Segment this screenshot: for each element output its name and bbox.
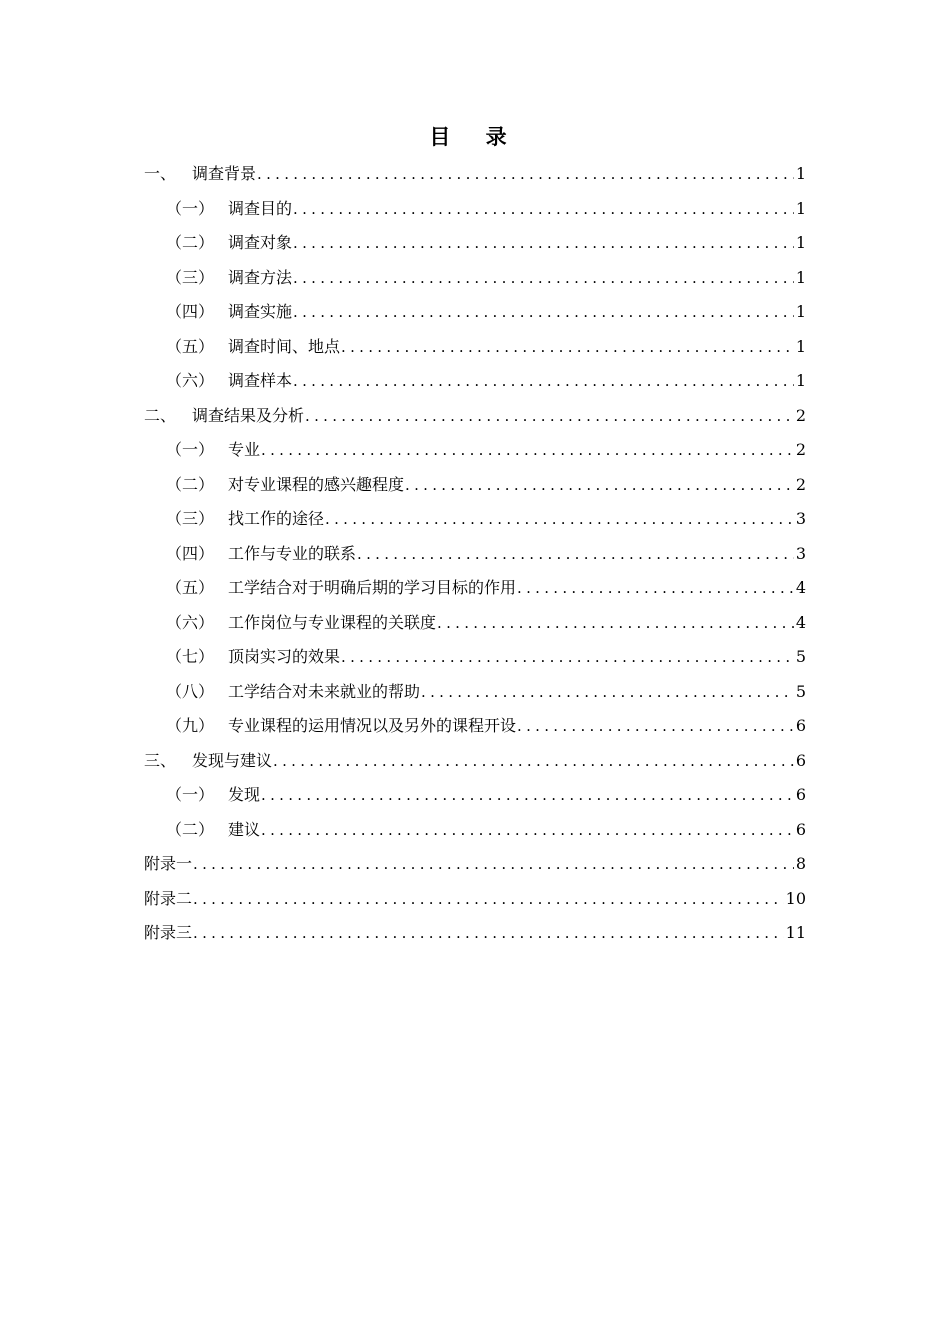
dot-leader (325, 502, 794, 537)
toc-entry-page-number: 11 (785, 923, 806, 942)
toc-entry-label: 顶岗实习的效果 (228, 647, 341, 666)
dot-leader (257, 157, 794, 192)
dot-leader (341, 330, 794, 365)
dot-leader (261, 813, 794, 848)
toc-entry-page-number: 2 (795, 474, 806, 494)
toc-entry-number: （一） (166, 440, 215, 459)
toc-entry-label: 调查目的 (228, 198, 293, 218)
toc-entry-number: （五） (166, 336, 215, 356)
dot-leader (437, 606, 794, 641)
toc-entry-page-number: 3 (795, 543, 806, 563)
dot-leader (193, 916, 784, 951)
toc-entry-subsection[interactable] (144, 571, 806, 606)
toc-entry-page-number: 5 (795, 681, 806, 701)
toc-entry-label: 工学结合对于明确后期的学习目标的作用 (228, 578, 517, 597)
toc-entry-number: （二） (166, 233, 215, 252)
toc-entry-label: 发现与建议 (192, 750, 273, 770)
dot-leader (341, 640, 794, 675)
toc-entry-number: 三、 (144, 750, 177, 770)
toc-entry-label: 附录一 (144, 854, 193, 873)
toc-entry-label: 工作与专业的联系 (228, 543, 357, 563)
toc-entry-subsection[interactable] (144, 606, 806, 641)
toc-entry-page-number: 6 (795, 819, 806, 839)
toc-entry-subsection[interactable] (144, 502, 806, 537)
toc-entry-page-number: 4 (795, 612, 806, 632)
dot-leader (517, 709, 794, 744)
toc-entry-label: 建议 (228, 819, 261, 839)
dot-leader (305, 399, 794, 434)
dot-leader (193, 847, 794, 882)
toc-entry-label: 找工作的途径 (228, 509, 325, 528)
toc-entry-subsection[interactable] (144, 778, 806, 813)
dot-leader (261, 778, 794, 813)
toc-entry-number: （二） (166, 474, 215, 494)
toc-entry-page-number: 1 (795, 302, 806, 321)
toc-entry-label: 工学结合对未来就业的帮助 (228, 681, 421, 701)
toc-entry-section-2[interactable] (144, 399, 806, 434)
toc-entry-label: 附录三 (144, 923, 193, 942)
dot-leader (293, 364, 794, 399)
toc-entry-label: 调查时间、地点 (228, 336, 341, 356)
toc-entry-page-number: 8 (795, 854, 806, 873)
toc-entry-label: 对专业课程的感兴趣程度 (228, 474, 405, 494)
toc-list (144, 157, 806, 951)
toc-title: 目 录 (429, 125, 521, 149)
toc-entry-page-number: 10 (785, 888, 806, 908)
dot-leader (293, 261, 794, 296)
toc-entry-number: （二） (166, 819, 215, 839)
toc-entry-subsection[interactable] (144, 192, 806, 227)
toc-entry-label: 调查方法 (228, 267, 293, 287)
dot-leader (357, 537, 794, 572)
toc-entry-page-number: 2 (795, 405, 806, 425)
toc-entry-subsection[interactable] (144, 813, 806, 848)
toc-entry-page-number: 1 (795, 267, 806, 287)
toc-entry-subsection[interactable] (144, 640, 806, 675)
toc-entry-appendix-2[interactable] (144, 882, 806, 917)
toc-entry-number: （九） (166, 716, 215, 735)
toc-entry-number: （六） (166, 612, 215, 632)
toc-entry-label: 调查背景 (192, 164, 257, 183)
toc-entry-label: 调查实施 (228, 302, 293, 321)
toc-entry-number: （三） (166, 267, 215, 287)
toc-entry-subsection[interactable] (144, 261, 806, 296)
toc-entry-page-number: 5 (795, 647, 806, 666)
toc-entry-number: （六） (166, 371, 215, 390)
dot-leader (421, 675, 794, 710)
toc-entry-page-number: 6 (795, 716, 806, 735)
toc-entry-page-number: 6 (795, 750, 806, 770)
toc-entry-page-number: 1 (795, 371, 806, 390)
toc-entry-subsection[interactable] (144, 364, 806, 399)
toc-entry-label: 工作岗位与专业课程的关联度 (228, 612, 437, 632)
dot-leader (293, 295, 794, 330)
toc-entry-number: 一、 (144, 164, 177, 183)
toc-entry-page-number: 1 (795, 164, 806, 183)
dot-leader (517, 571, 794, 606)
toc-entry-number: （四） (166, 543, 215, 563)
toc-entry-subsection[interactable] (144, 330, 806, 365)
toc-entry-number: （八） (166, 681, 215, 701)
dot-leader (193, 882, 784, 917)
dot-leader (273, 744, 794, 779)
toc-entry-section-3[interactable] (144, 744, 806, 779)
toc-entry-page-number: 6 (795, 785, 806, 804)
toc-entry-number: （一） (166, 785, 215, 804)
toc-entry-number: （五） (166, 578, 215, 597)
toc-entry-subsection[interactable] (144, 433, 806, 468)
toc-entry-subsection[interactable] (144, 675, 806, 710)
toc-entry-page-number: 4 (795, 578, 806, 597)
toc-entry-number: （三） (166, 509, 215, 528)
toc-entry-page-number: 1 (795, 198, 806, 218)
dot-leader (405, 468, 794, 503)
toc-entry-page-number: 2 (795, 440, 806, 459)
toc-entry-number: （七） (166, 647, 215, 666)
toc-entry-subsection[interactable] (144, 468, 806, 503)
toc-entry-label: 附录二 (144, 888, 193, 908)
dot-leader (293, 226, 794, 261)
toc-entry-appendix-1[interactable] (144, 847, 806, 882)
toc-entry-page-number: 1 (795, 336, 806, 356)
toc-entry-subsection[interactable] (144, 709, 806, 744)
toc-entry-label: 调查样本 (228, 371, 293, 390)
toc-entry-label: 调查对象 (228, 233, 293, 252)
toc-entry-number: （四） (166, 302, 215, 321)
toc-entry-label: 专业 (228, 440, 261, 459)
toc-entry-appendix-3[interactable] (144, 916, 806, 951)
toc-entry-subsection[interactable] (144, 537, 806, 572)
toc-entry-section-1[interactable] (144, 157, 806, 192)
toc-entry-page-number: 1 (795, 233, 806, 252)
toc-entry-label: 专业课程的运用情况以及另外的课程开设 (228, 716, 517, 735)
toc-entry-subsection[interactable] (144, 295, 806, 330)
toc-entry-number: （一） (166, 198, 215, 218)
dot-leader (261, 433, 794, 468)
toc-entry-label: 调查结果及分析 (192, 405, 305, 425)
toc-entry-page-number: 3 (795, 509, 806, 528)
toc-entry-number: 二、 (144, 405, 177, 425)
toc-entry-subsection[interactable] (144, 226, 806, 261)
dot-leader (293, 192, 794, 227)
toc-entry-label: 发现 (228, 785, 261, 804)
